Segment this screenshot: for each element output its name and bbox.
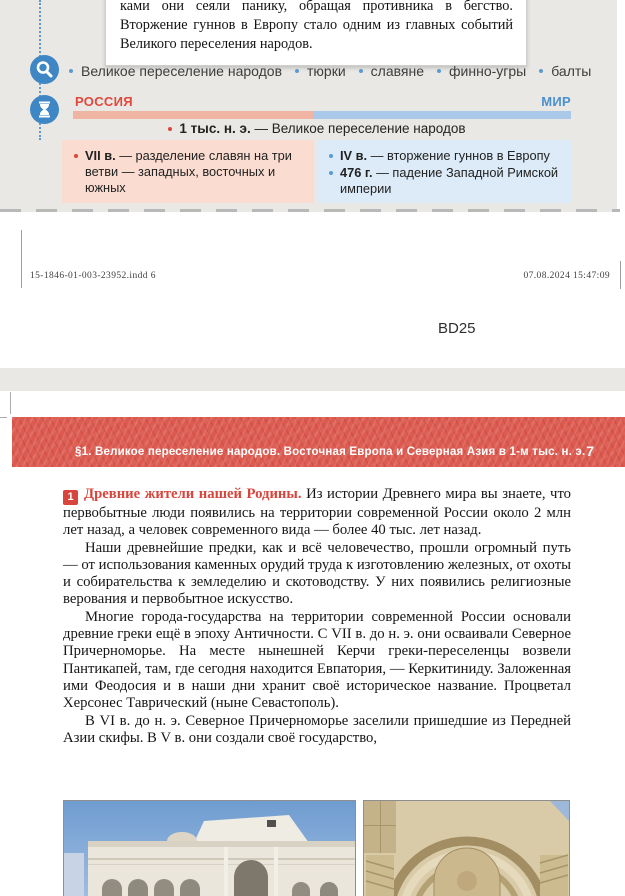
paragraph: В VI в. до н. э. Северное Причерноморье заселили пришедшие из Передней Азии скифы. В V в. они создали своё государство,	[63, 712, 571, 746]
chapter-title: §1. Великое переселение народов. Восточная Европа и Северная Азия в 1-м тыс. н. э.	[75, 446, 586, 458]
proof-code: BD25	[438, 320, 476, 337]
keyword-item	[359, 63, 424, 79]
event-term: VII в.	[85, 148, 116, 163]
page-cut-dashed-line	[0, 209, 620, 212]
bullet-icon	[168, 127, 172, 131]
event-body	[340, 148, 550, 164]
keyword-item	[539, 63, 591, 79]
page-6-bottom	[0, 0, 617, 212]
event-body	[340, 165, 562, 197]
keyword: славяне	[370, 63, 425, 79]
keyword: балты	[551, 63, 592, 79]
story-text: ками они сеяли панику, обращая противника в бегство. Вторжение гуннов в Европу стало одним из главных событий Великого переселения народов.	[120, 0, 513, 52]
paragraph: Многие города-государства на территории современной России основали древние греки ещё в эпоху Античности. С VII в. до н. э. они осваивали Северное Причерноморье. На месте нынешней Керчи греки-переселенцы возвели Пантикапей, там, где сегодня находится Евпатория, — Керкитиниду. Заложенная ими Феодосия и в наши дни хранит своё историческое название. Процветал Херсонес Таврический (ныне Севастополь).	[63, 608, 571, 712]
hourglass-icon	[30, 95, 59, 124]
chapter-header-bar	[12, 417, 625, 467]
timeline-bar-russia-segment	[73, 111, 313, 119]
timeline-icon-circle	[30, 95, 59, 124]
photo-carved-stone-arch	[363, 800, 570, 896]
arch-photo-illustration	[364, 801, 569, 896]
page-number: 7	[586, 443, 594, 459]
body-text	[63, 486, 571, 747]
event-body	[85, 148, 305, 196]
timeline-event	[74, 148, 305, 196]
building-photo-illustration	[64, 801, 355, 896]
event-text: — Великое переселение народов	[254, 121, 466, 136]
paragraph-text: Из истории Древнего мира вы знаете, что первобытные люди появились на территории современной России около 2 млн лет назад, а человек современного вида — более 40 тыс. лет назад.	[63, 486, 572, 539]
story-textbox	[105, 0, 527, 66]
photo-classical-building	[63, 800, 356, 896]
keyword: тюрки	[307, 63, 346, 79]
search-icon	[30, 55, 59, 84]
event-text: — падение Западной Римской империи	[340, 165, 559, 196]
crop-mark	[10, 392, 11, 414]
timeline-bar-world-segment	[313, 111, 571, 119]
bullet-icon	[295, 69, 299, 73]
keyword: Великое переселение народов	[81, 63, 283, 79]
timeline-event	[329, 165, 562, 197]
print-meta-line	[0, 271, 625, 285]
keywords-line	[69, 63, 592, 79]
bullet-icon	[329, 154, 333, 158]
bullet-icon	[359, 69, 363, 73]
paragraph	[63, 486, 571, 540]
crop-mark	[0, 417, 7, 418]
keyword: финно-угры	[449, 63, 527, 79]
timeline-russia-box	[62, 140, 314, 203]
bullet-icon	[74, 154, 78, 158]
timeline-label-world: МИР	[541, 94, 571, 109]
section-number-badge: 1	[63, 490, 78, 505]
section-title: Древние жители нашей Родины.	[84, 486, 302, 502]
bullet-icon	[329, 171, 333, 175]
print-filename: 15-1846-01-003-23952.indd 6	[30, 271, 156, 281]
keyword-item	[69, 63, 282, 79]
event-text: — вторжение гуннов в Европу	[370, 148, 550, 163]
bullet-icon	[437, 69, 441, 73]
timeline-bar	[73, 111, 571, 119]
timeline-center-event	[63, 121, 571, 136]
timeline-label-russia: РОССИЯ	[75, 94, 133, 109]
timeline-world-box	[317, 140, 571, 203]
bullet-icon	[539, 69, 543, 73]
paragraph: Наши древнейшие предки, как и всё человечество, прошли огромный путь — от использования каменных орудий труда к изготовлению железных, от охоты и собирательства к земледелию и скотоводству. У них появились религиозные верования и первобытное искусство.	[63, 539, 571, 608]
event-term: IV в.	[340, 148, 368, 163]
timeline-event	[329, 148, 562, 164]
event-term: 476 г.	[340, 165, 373, 180]
keyword-item	[437, 63, 526, 79]
event-term: 1 тыс. н. э.	[179, 121, 251, 136]
keyword-item	[295, 63, 346, 79]
keywords-icon-circle	[30, 55, 59, 84]
print-datetime: 07.08.2024 15:47:09	[523, 271, 610, 281]
bullet-icon	[69, 69, 73, 73]
event-text: — разделение славян на три ветви — западных, восточных и южных	[85, 148, 292, 195]
page-gap-band	[0, 368, 625, 391]
